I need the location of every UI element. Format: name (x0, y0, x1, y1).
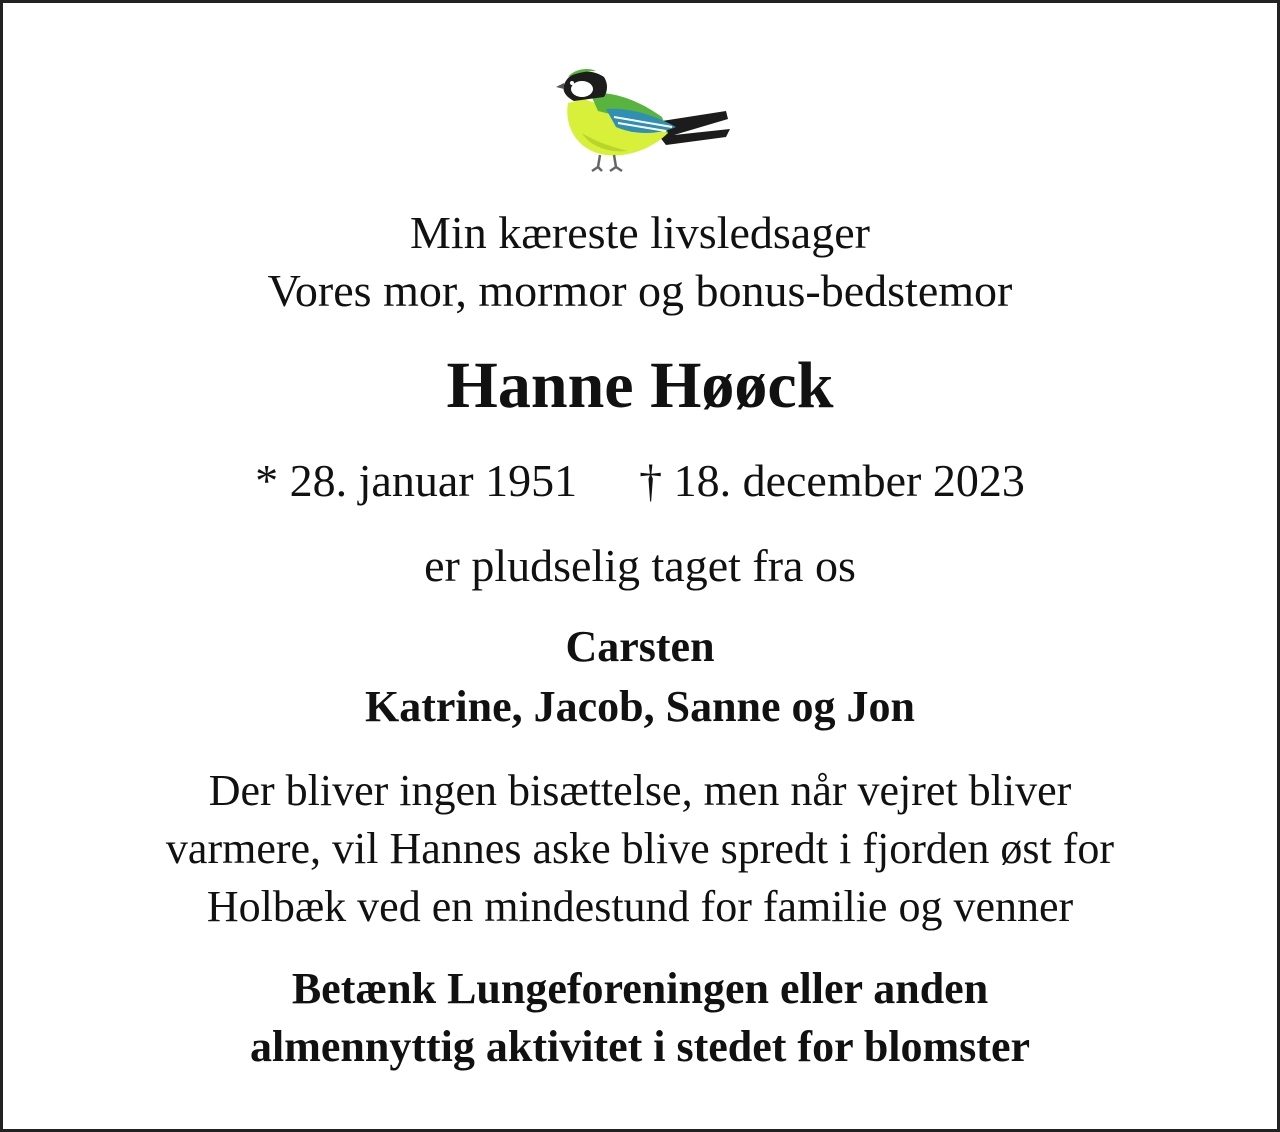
death-date: † 18. december 2023 (639, 455, 1025, 506)
closing-line-2: almennyttig aktivitet i stedet for blomster (249, 1022, 1031, 1071)
body-line-2: varmere, vil Hannes aske blive spredt i fjorden øst for (165, 824, 1115, 873)
intro-line-2: Vores mor, mormor og bonus-bedstemor (267, 265, 1013, 316)
family-line-1: Carsten (565, 622, 715, 671)
family-line-2: Katrine, Jacob, Sanne og Jon (364, 682, 916, 731)
intro-line-1: Min kæreste livsledsager (410, 207, 870, 258)
closing-line-1: Betænk Lungeforeningen eller anden (291, 964, 989, 1013)
great-tit-bird-icon (554, 63, 734, 175)
body-line-1: Der bliver ingen bisættelse, men når vejret bliver (208, 766, 1072, 815)
deceased-name: Hanne Høøck (446, 349, 834, 422)
birth-date: * 28. januar 1951 (255, 455, 578, 506)
body-line-3: Holbæk ved en mindestund for familie og venner (206, 882, 1074, 931)
announcement-text: er pludselig taget fra os (424, 540, 856, 591)
life-dates (3, 455, 1277, 506)
